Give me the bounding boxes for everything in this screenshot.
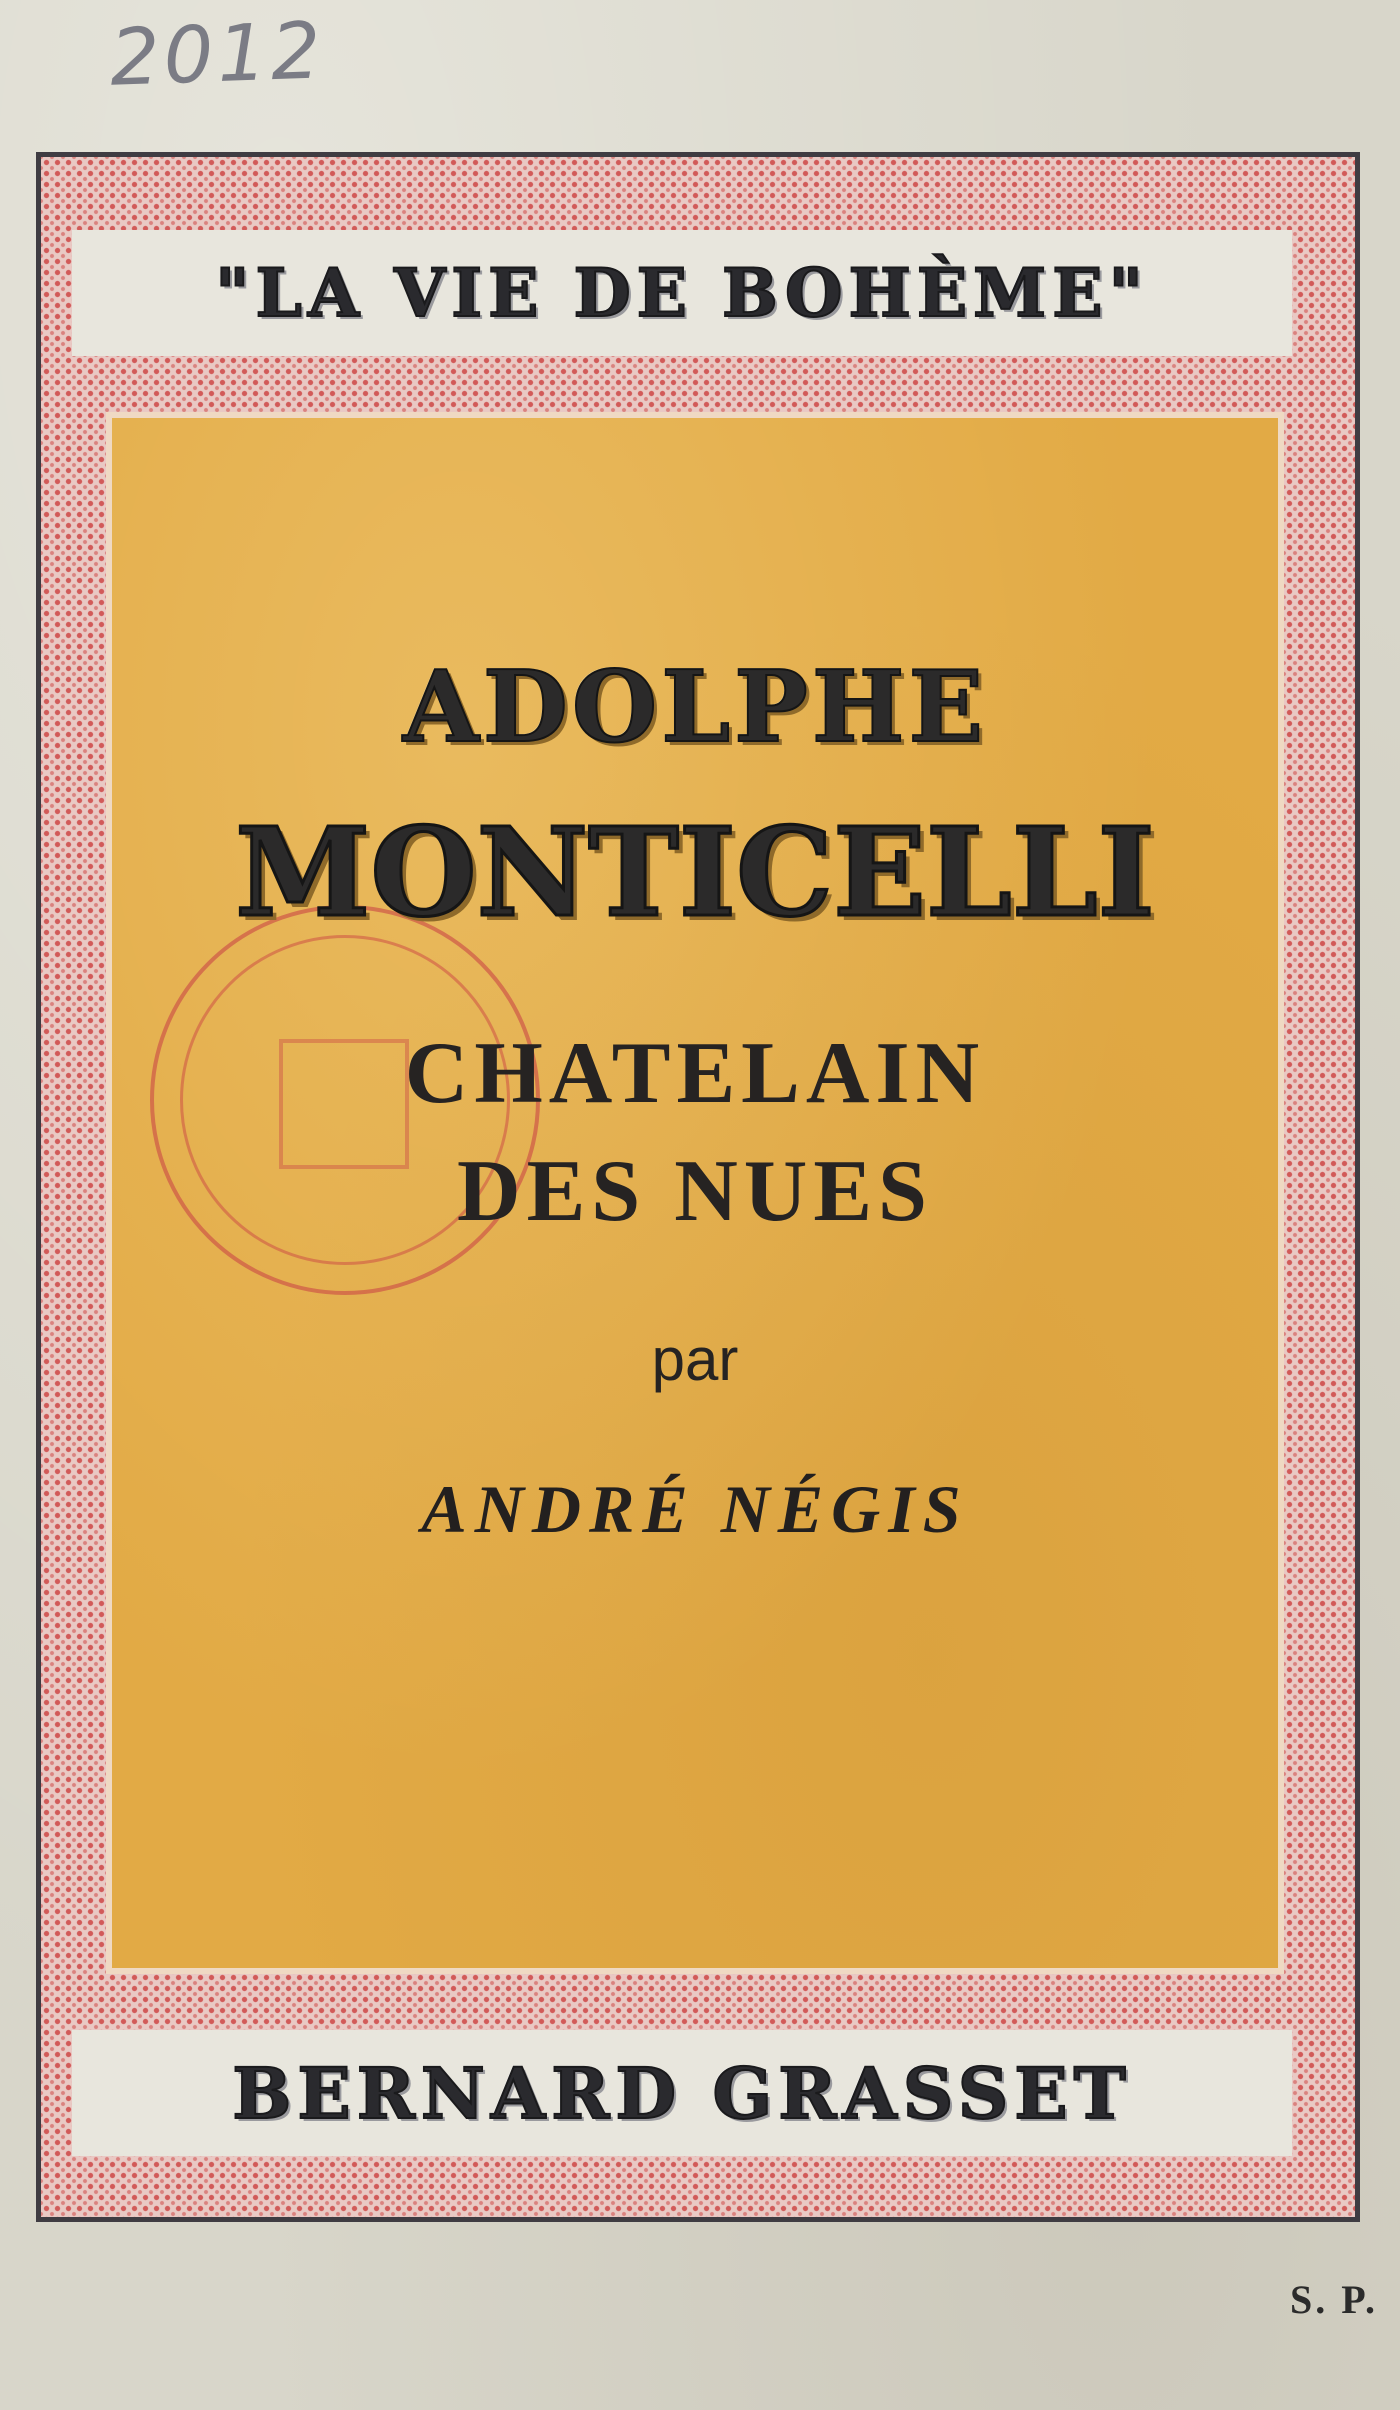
author-name: ANDRÉ NÉGIS (421, 1471, 969, 1547)
by-label: par (651, 1326, 739, 1393)
series-banner-text: "LA VIE DE BOHÈME" (215, 254, 1149, 332)
book-title-line-2: MONTICELLI (235, 800, 1155, 944)
handwritten-catalog-number: 2012 (108, 6, 327, 104)
subtitle-line-2: DES NUES (457, 1143, 933, 1240)
publisher-banner (72, 2030, 1292, 2156)
book-title-line-1: ADOLPHE (402, 650, 988, 765)
publisher-name: BERNARD GRASSET (232, 2051, 1132, 2135)
series-banner (72, 230, 1292, 356)
footer-mark: S. P. (1289, 2277, 1378, 2322)
subtitle-line-1: CHATELAIN (404, 1025, 986, 1122)
